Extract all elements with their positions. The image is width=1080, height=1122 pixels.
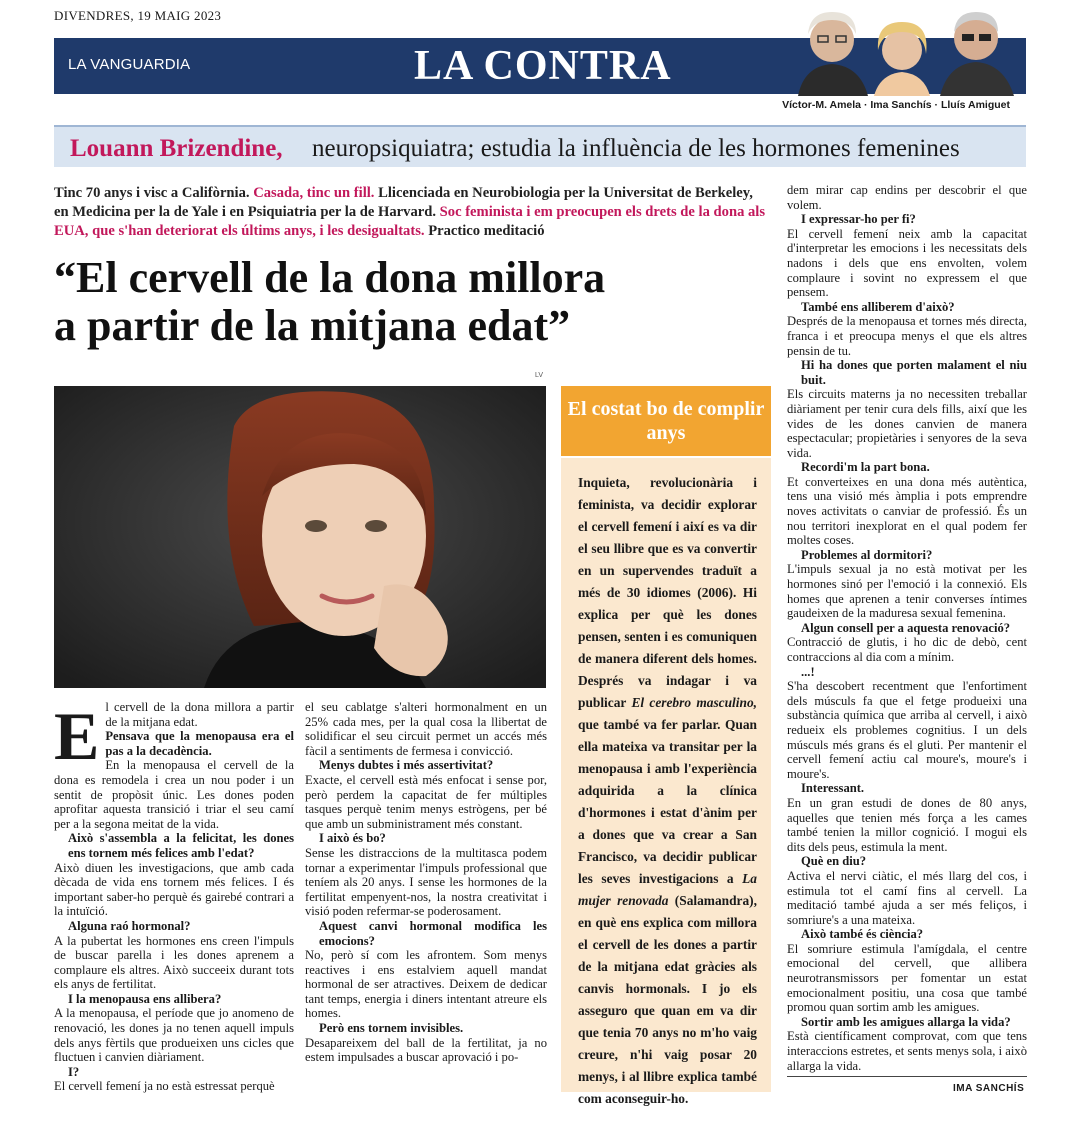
answer: Està científicament comprovat, com que tens interaccions estretes, et sents menys sola, i això allarga la vida. xyxy=(787,1029,1027,1073)
answer: El cervell femení ja no està estressat perquè xyxy=(54,1079,275,1094)
question: Recordi'm la part bona. xyxy=(801,460,930,475)
answer: Contracció de glutis, i ho dic de debò, cent contraccions al dia com a mínim. xyxy=(787,635,1027,664)
headline xyxy=(54,254,768,350)
interviewee-banner xyxy=(54,125,1026,167)
headline-line: “El cervell de la dona millora xyxy=(54,253,606,302)
author-portrait-1 xyxy=(798,12,868,96)
profile-text: Llicenciada en Neurobiologia per la Universitat de Berkeley, en Medicina per la de Yale i en Psiquiatria per la de Harvard. xyxy=(54,185,753,220)
question: Alguna raó hormonal? xyxy=(68,918,191,933)
article-column-3 xyxy=(787,183,1027,1073)
answer: Et converteixes en una dona més autèntica, tens una visió més àmplia i pots emprendre noves activitats o canviar de professió. És un nou territori inexplorat en el qual podem fer moltes coses. xyxy=(787,474,1027,548)
answer: No, però sí com les afrontem. Som menys reactives i ens estalviem aquell mandat hormonal de ser atractives. Deixem de dedicar tant temps, energia i diners intentant atreure els homes. xyxy=(305,948,547,1021)
headline-line: a partir de la mitjana edat” xyxy=(54,301,571,350)
question: Pensava que la menopausa era el pas a la decadència. xyxy=(105,729,294,758)
answer: l cervell de la dona millora a partir de la mitjana edat. xyxy=(105,700,294,729)
answer: L'impuls sexual ja no està motivat per les hormones sinó per l'emoció i la connexió. Els homes que aprenen a tenir converses íntimes gaudeixen de la maduresa sexual femenina. xyxy=(787,562,1027,621)
author-portrait-3 xyxy=(940,12,1014,96)
article-column-1 xyxy=(54,700,294,1094)
question: Què en diu? xyxy=(801,854,867,869)
issue-date: DIVENDRES, 19 MAIG 2023 xyxy=(54,8,222,23)
question: I? xyxy=(68,1064,80,1079)
question: Menys dubtes i més assertivitat? xyxy=(319,758,494,773)
divider xyxy=(787,1076,1027,1077)
question: Problemes al dormitori? xyxy=(801,547,933,562)
profile-text: Soc feminista i em preocupen els drets de la dona als EUA, que s'han deteriorat els últims anys, i les desigualtats. xyxy=(54,204,766,239)
sidebar-text xyxy=(561,458,771,1106)
question: Interessant. xyxy=(801,781,865,796)
question: Això també és ciència? xyxy=(801,927,924,942)
sidebar-paragraph: (Salamandra), en què ens explica com millora el cervell de les dones a partir de la mitjana edat gràcies als canvis hormonals. I jo els asseguro que quan em va dir que tenia 70 anys no m'ho vaig creure, n'hi vaig posar 20 menys, i al llibre explica també com aconseguir-ho. xyxy=(578,893,757,1106)
author-portrait-2 xyxy=(874,22,930,96)
byline: IMA SANCHÍS xyxy=(953,1083,1025,1094)
question: Algun consell per a aquesta renovació? xyxy=(801,620,1011,635)
sidebar-title: El costat bo de complir anys xyxy=(561,386,771,456)
answer: Desapareixem del ball de la fertilitat, ja no estem impulsades a buscar aprovació i po- xyxy=(305,1035,547,1065)
section-title: LA CONTRA xyxy=(414,43,672,89)
answer: Després de la menopausa et tornes més directa, franca i et preocupa menys el que els altres pensin de tu. xyxy=(787,314,1027,358)
book-title: El cerebro masculino, xyxy=(631,695,757,710)
answer: S'ha descobert recentment que l'enfortiment dels músculs fa que el fetge produeixi una substància química que arriba al cervell, i això redueix els problemes cognitius. I un dels músculs més grans és el gluti. Per mantenir el cervell femení actiu cal moure's, moure's i moure's. xyxy=(787,679,1027,781)
article-column-2 xyxy=(305,700,547,1065)
profile-text: Tinc 70 anys i visc a Califòrnia. xyxy=(54,185,250,201)
profile-text: Casada, tinc un fill. xyxy=(253,185,375,201)
answer: dem mirar cap endins per descobrir el que volem. xyxy=(787,183,1027,212)
newspaper-logo[interactable]: LA VANGUARDIA xyxy=(68,56,191,73)
question: Això s'assembla a la felicitat, les dones ens tornem més felices amb l'edat? xyxy=(68,831,294,860)
answer: Activa el nervi ciàtic, el més llarg del cos, i estimula tot el camí fins al cervell. La meditació també ajuda a ser més feliços, i somriure's a una mateixa. xyxy=(787,868,1027,927)
question: ...! xyxy=(801,664,815,679)
answer: Això diuen les investigacions, que amb cada dècada de vida ens tornem més felices. I és important saber-ho perquè és gairebé contrari a la intuïció. xyxy=(54,860,294,919)
interviewee-name: Louann Brizendine, xyxy=(70,135,283,162)
drop-cap: E xyxy=(54,698,100,774)
profile-text: Practico meditació xyxy=(428,223,545,239)
authors-names: Víctor-M. Amela · Ima Sanchís · Lluís Amiguet xyxy=(782,99,1010,111)
answer: A la pubertat les hormones ens creen l'impuls de buscar parella i les dones aprenem a complaure els altres. Això succeeix durant tots els anys de fertilitat. xyxy=(54,933,294,992)
photo-credit: LV xyxy=(535,372,544,379)
question: Però ens tornem invisibles. xyxy=(319,1021,464,1036)
interviewee-photo xyxy=(54,386,546,688)
authors-photo xyxy=(790,4,1026,96)
question: I això és bo? xyxy=(319,831,386,846)
question: Aquest canvi hormonal modifica les emocions? xyxy=(319,918,547,948)
sidebar-paragraph: Inquieta, revolucionària i feminista, va decidir explorar el cervell femení i així es va dir el seu llibre que es va convertir en un supervendes traduït a més de 30 idiomes (2006). Hi explica per què les dones pensen, senten i es comuniquen de manera diferent dels homes. Després va indagar i va publicar xyxy=(578,475,757,710)
question: Sortir amb les amigues allarga la vida? xyxy=(801,1014,1011,1029)
question: I la menopausa ens allibera? xyxy=(68,991,222,1006)
answer: Sense les distraccions de la multitasca podem tornar a experimentar l'impuls professional que teníem als 20 anys. I sense les hormones de la fertilitat empenyent-nos, la nostra creativitat i visió poden refermar-se poderosament. xyxy=(305,845,547,919)
answer: Els circuits materns ja no necessiten treballar diàriament per tenir cura dels fills, així que les vides de les dones canvien de manera espectacular; propietàries i senyores de la seva vida. xyxy=(787,387,1027,460)
answer: En un gran estudi de dones de 80 anys, aquelles que tenien més força a les cames també tenien la millor cognició. I mogui els dits dels peus, estimula la ment. xyxy=(787,795,1027,854)
answer: El somriure estimula l'amígdala, el centre emocional del cervell, que allibera neurotransmissors per fomentar un estat emocionalment positiu, una cosa que també promou quan sortim amb les amigues. xyxy=(787,941,1027,1015)
question: També ens alliberem d'això? xyxy=(801,299,955,314)
answer: El cervell femení neix amb la capacitat d'interpretar les emocions i les necessitats dels nadons i dels que ens envolten, volem complaure i sovint no expressem el que pensem. xyxy=(787,226,1027,300)
interviewee-profile xyxy=(54,184,768,241)
book-title: La mujer renovada xyxy=(578,871,757,908)
answer: A la menopausa, el període que jo anomeno de renovació, les dones ja no tenen aquell impuls dels anys fèrtils que produeixen uns cicles que fluctuen i canvien diàriament. xyxy=(54,1006,294,1065)
answer: En la menopausa el cervell de la dona es remodela i crea un nou poder i un sentit de propòsit únic. Les dones poden aprofitar aquesta transició i triar el seu camí per a la segona meitat de la vida. xyxy=(54,758,294,831)
interviewee-description: neuropsiquiatra; estudia la influència de les hormones femenines xyxy=(312,135,960,162)
answer: Exacte, el cervell està més enfocat i sense por, però perdem la capacitat de fer múltiples tasques perquè tenim menys estrògens, per bé que amb un subministrament més constant. xyxy=(305,772,547,831)
sidebar-paragraph: que també va fer parlar. Quan ella mateixa va transitar per la menopausa i amb l'experiència adquirida a la clínica d'hormones i estat d'ànim per a dones que va crear a San Francisco, va decidir publicar les seves investigacions a xyxy=(578,717,757,886)
answer: el seu cablatge s'alteri hormonalment en un 25% cada mes, per la qual cosa la llibertat de solidificar el seu circuit permet un accés més fàcil a sentiments de fermesa i convicció. xyxy=(305,700,547,758)
question: I expressar-ho per fi? xyxy=(801,212,916,227)
question: Hi ha dones que porten malament el niu buit. xyxy=(801,358,1027,387)
